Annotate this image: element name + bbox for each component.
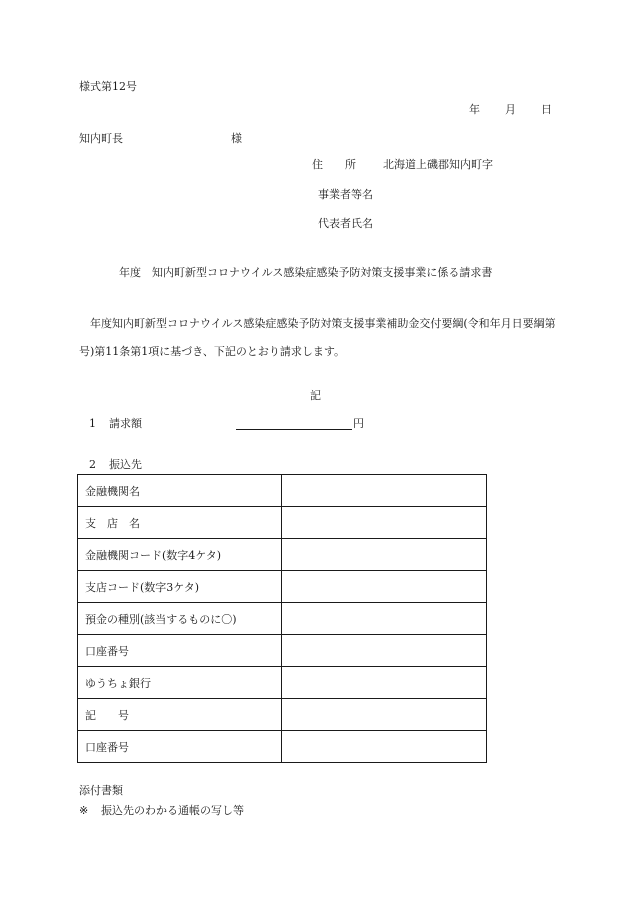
bank-name-field[interactable] (282, 475, 487, 507)
table-row (78, 539, 487, 571)
date-day-label: 日 (541, 103, 552, 116)
claim-label: 請求額 (109, 417, 142, 430)
body-paragraph: 年度知内町新型コロナウイルス感染症感染予防対策支援事業補助金交付要綱(令和年月日要綱第号)第11条第1項に基づき、下記のとおり請求します。 (79, 317, 556, 358)
note-mark: ※ (79, 804, 89, 817)
address-label: 住 所 (312, 158, 356, 171)
business-name-label: 事業者等名 (318, 188, 373, 201)
attachments-title: 添付書類 (79, 784, 123, 797)
yucho-bank-field[interactable] (282, 667, 487, 699)
yucho-account-number-label: 口座番号 (78, 731, 282, 763)
yucho-account-number-field[interactable] (282, 731, 487, 763)
claim-amount-row (89, 417, 142, 431)
bank-info-table (77, 474, 487, 763)
bank-name-label: 金融機関名 (78, 475, 282, 507)
table-row (78, 571, 487, 603)
date-year-label: 年 (469, 103, 480, 116)
branch-code-field[interactable] (282, 571, 487, 603)
representative-label: 代表者氏名 (318, 217, 373, 230)
account-number-field[interactable] (282, 635, 487, 667)
yucho-bank-label: ゆうちょ銀行 (78, 667, 282, 699)
addressee-honorific: 様 (231, 132, 242, 145)
table-row (78, 475, 487, 507)
deposit-type-field[interactable] (282, 603, 487, 635)
transfer-label: 振込先 (109, 458, 142, 471)
addressee-name: 知内町長 (79, 132, 123, 145)
address-value: 北海道上磯郡知内町字 (383, 158, 493, 171)
branch-name-field[interactable] (282, 507, 487, 539)
deposit-type-label: 預金の種別(該当するものに〇) (78, 603, 282, 635)
ki-heading: 記 (310, 389, 321, 402)
yucho-symbol-field[interactable] (282, 699, 487, 731)
table-row (78, 507, 487, 539)
date-month-label: 月 (505, 103, 516, 116)
attachments-item (79, 804, 244, 818)
table-row (78, 699, 487, 731)
claim-number: 1 (89, 417, 96, 430)
applicant-address (312, 158, 493, 172)
transfer-number: 2 (89, 458, 96, 471)
branch-code-label: 支店コード(数字3ケタ) (78, 571, 282, 603)
bank-code-field[interactable] (282, 539, 487, 571)
document-title: 年度 知内町新型コロナウイルス感染症感染予防対策支援事業に係る請求書 (119, 266, 493, 279)
attachments-item-text: 振込先のわかる通帳の写し等 (101, 804, 244, 817)
account-number-label: 口座番号 (78, 635, 282, 667)
branch-name-label: 支 店 名 (78, 507, 282, 539)
bank-code-label: 金融機関コード(数字4ケタ) (78, 539, 282, 571)
table-row (78, 635, 487, 667)
claim-unit: 円 (353, 417, 364, 430)
date-line (469, 103, 552, 117)
addressee (79, 132, 242, 146)
yucho-symbol-label: 記 号 (78, 699, 282, 731)
table-row (78, 603, 487, 635)
table-row (78, 731, 487, 763)
table-row (78, 667, 487, 699)
transfer-heading (89, 458, 142, 472)
form-number: 様式第12号 (79, 80, 137, 93)
claim-amount-line (236, 429, 352, 430)
